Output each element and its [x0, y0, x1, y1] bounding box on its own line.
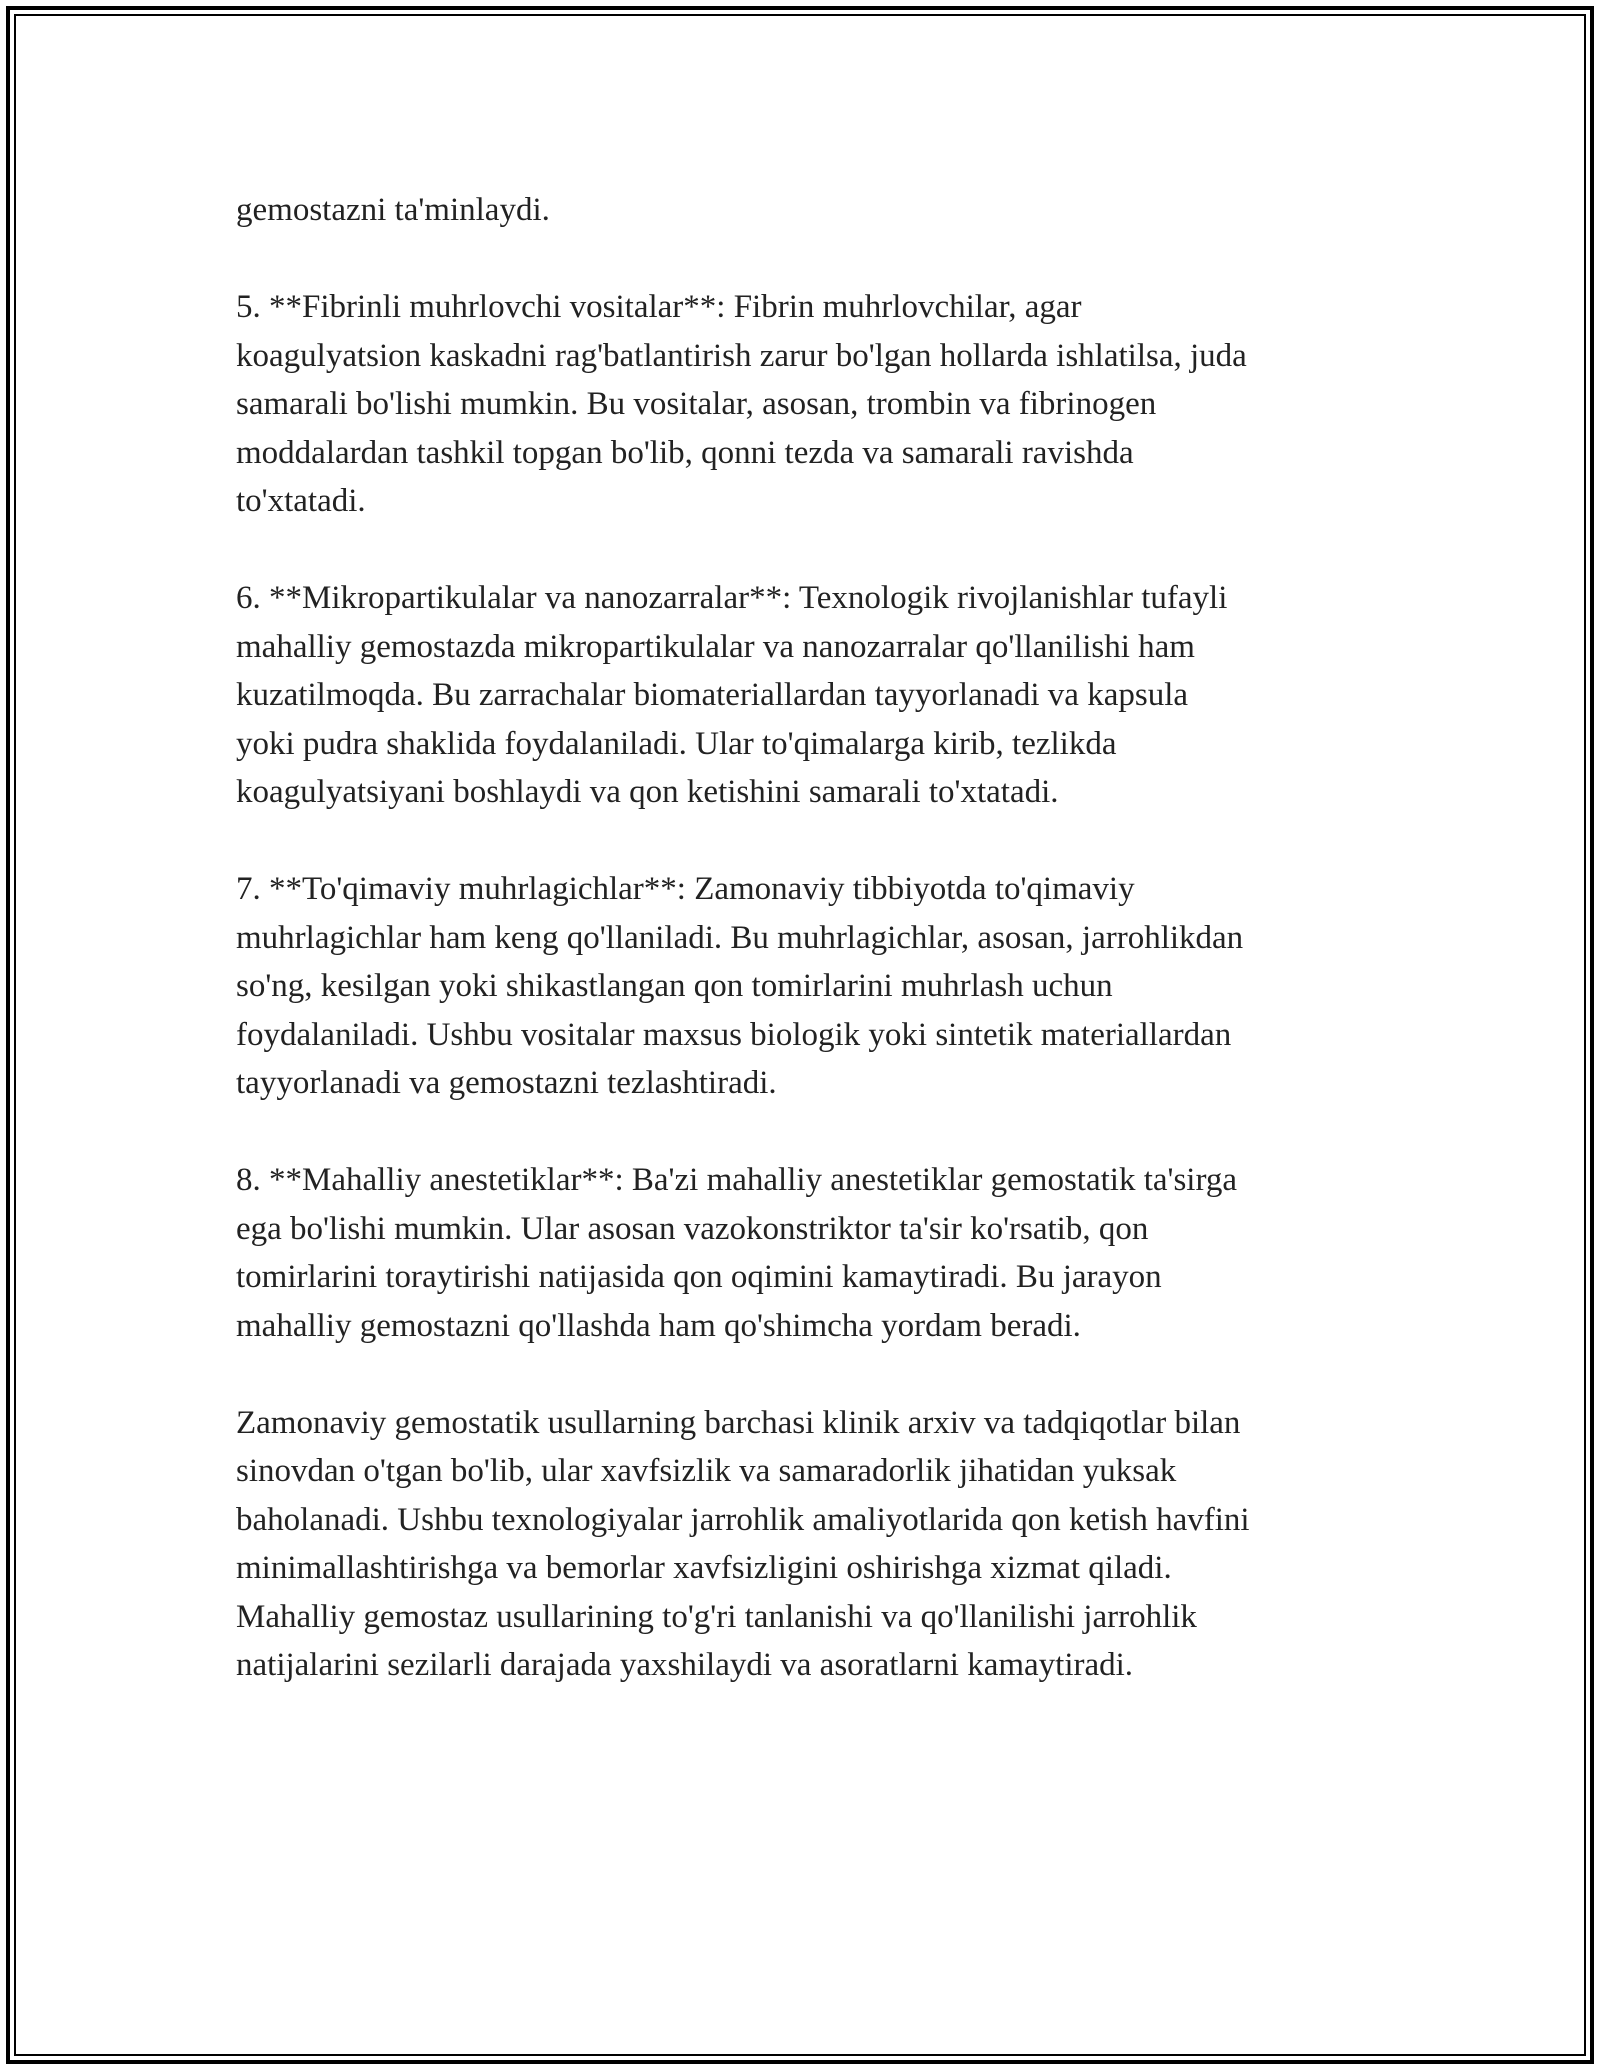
paragraph-item-7-tissue-sealants: 7. **To'qimaviy muhrlagichlar**: Zamonaviy tibbiyotda to'qimaviy muhrlagichlar ham keng qo'llaniladi. Bu muhrlagichlar, asosan, jarrohlikdan so'ng, kesilgan yoki shikastlangan qon tomirlarini muhrlash uchun foydalaniladi. Ushbu vositalar maxsus biologik yoki sintetik materiallardan tayyorlanadi va gemostazni tezlashtiradi.: [236, 871, 1244, 1101]
document-body: [236, 186, 1376, 1690]
paragraph-conclusion: Zamonaviy gemostatik usullarning barchasi klinik arxiv va tadqiqotlar bilan sinovdan o'tgan bo'lib, ular xavfsizlik va samaradorlik jihatidan yuksak baholanadi. Ushbu texnologiyalar jarrohlik amaliyotlarida qon ketish havfini minimallashtirishga va bemorlar xavfsizligini oshirishga xizmat qiladi. Mahalliy gemostaz usullarining to'g'ri tanlanishi va qo'llanilishi jarrohlik natijalarini sezilarli darajada yaxshilaydi va asoratlarni kamaytiradi.: [236, 1404, 1250, 1683]
paragraph-continuation: gemostazni ta'minlaydi.: [236, 192, 550, 228]
paragraph-item-5-fibrin-sealants: 5. **Fibrinli muhrlovchi vositalar**: Fibrin muhrlovchilar, agar koagulyatsion kaskadni rag'batlantirish zarur bo'lgan hollarda ishlatilsa, juda samarali bo'lishi mumkin. Bu vositalar, asosan, trombin va fibrinogen moddalardan tashkil topgan bo'lib, qonni tezda va samarali ravishda to'xtatadi.: [236, 289, 1247, 519]
paragraph-item-6-microparticles: 6. **Mikropartikulalar va nanozarralar**: Texnologik rivojlanishlar tufayli mahalliy gemostazda mikropartikulalar va nanozarralar qo'llanilishi ham kuzatilmoqda. Bu zarrachalar biomateriallardan tayyorlanadi va kapsula yoki pudra shaklida foydalaniladi. Ular to'qimalarga kirib, tezlikda koagulyatsiyani boshlaydi va qon ketishini samarali to'xtatadi.: [236, 580, 1228, 810]
paragraph-item-8-local-anesthetics: 8. **Mahalliy anestetiklar**: Ba'zi mahalliy anestetiklar gemostatik ta'sirga ega bo'lishi mumkin. Ular asosan vazokonstriktor ta'sir ko'rsatib, qon tomirlarini toraytirishi natijasida qon oqimini kamaytiradi. Bu jarayon mahalliy gemostazni qo'llashda ham qo'shimcha yordam beradi.: [236, 1162, 1238, 1344]
